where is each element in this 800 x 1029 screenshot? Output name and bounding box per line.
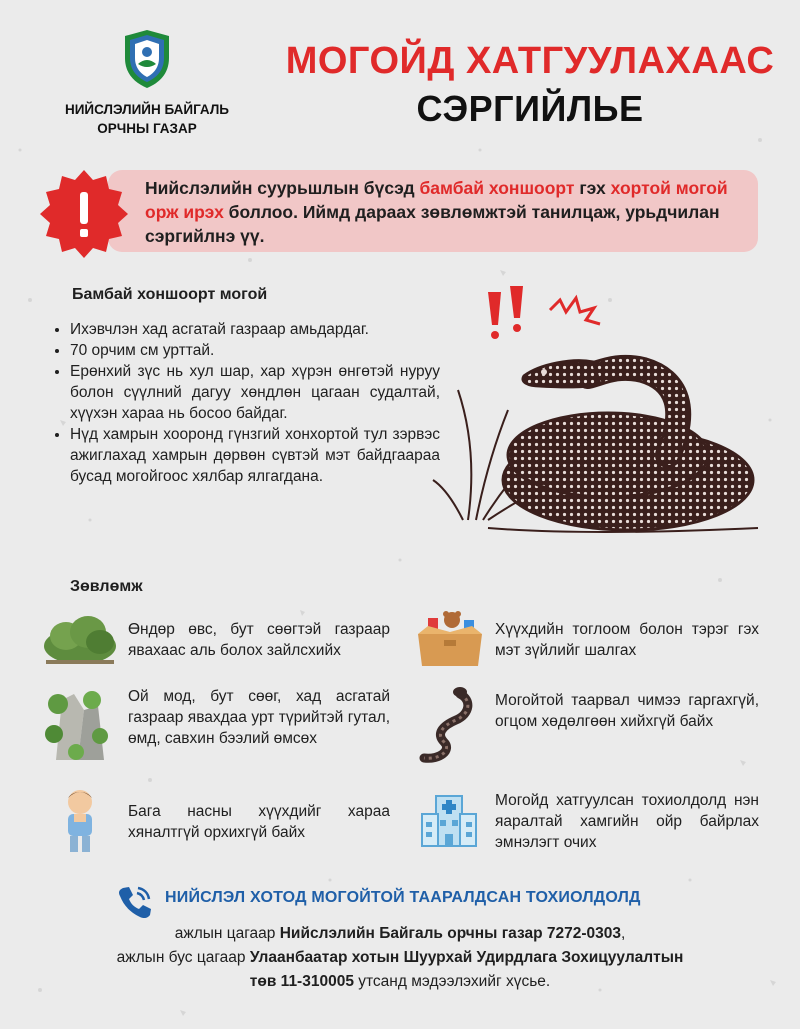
list-item: • Ихэвчлэн хад асгатай газраар амьдардаг. xyxy=(70,319,440,340)
tip-text: Бага насны хүүхдийг хараа хяналтгүй орхихгүй байх xyxy=(128,803,390,841)
viper-illustration-icon xyxy=(428,280,768,550)
hotline-heading: НИЙСЛЭЛ ХОТОД МОГОЙТОЙ ТААРАЛДСАН ТОХИОЛДОЛД xyxy=(165,889,641,906)
page-title-line2: СЭРГИЙЛЬЕ xyxy=(416,88,644,129)
rocky-forest-icon xyxy=(44,690,110,762)
list-item: • 70 орчим см урттай. xyxy=(70,340,440,361)
alert-message: Нийслэлийн суурьшлын бүсэд бамбай хоншоорт гэх хортой могой орж ирэх боллоо. Иймд дараах зөвлөмжтэй танилцаж, урьдчилан сэргийлнэ үү. xyxy=(145,178,728,246)
list-item: • Нүд хамрын хооронд гүнзгий хонхортой тул зэрвэс ажиглахад хамрын дөрвөн сүвтэй мэт байдгаараа бусад могойгоос хялбар ялгагдана. xyxy=(70,424,440,487)
list-item: • Ерөнхий зүс нь хул шар, хар хүрэн өнгөтэй нуруу болон сүүлний дагуу хөндлөн цагаан судалтай, хүүхэн хараа нь босоо байдаг. xyxy=(70,361,440,424)
page-title-line1: МОГОЙД ХАТГУУЛАХААС xyxy=(285,40,775,82)
warning-exclamation-icon xyxy=(38,168,130,260)
org-name: НИЙСЛЭЛИЙН БАЙГАЛЬ ОРЧНЫ ГАЗАР xyxy=(64,102,230,136)
tips-title: Зөвлөмж xyxy=(70,578,143,595)
contact-info: ажлын цагаар Нийслэлийн Байгаль орчны газар 7272-0303, ажлын бус цагаар Улаанбаатар хотын Шуурхай Удирдлага Зохицуулалтын төв 11-310005 утсанд мэдээлэхийг хүсье. xyxy=(116,925,684,990)
tip-text: Хүүхдийн тоглоом болон тэрэг гэх мэт зүйлийг шалгах xyxy=(495,621,759,659)
bush-icon xyxy=(42,612,118,666)
toy-box-icon xyxy=(414,608,486,670)
tip-text: Ой мод, бут сөөг, хад асгатай газраар явахдаа урт түрийтэй гутал, өмд, савхин бээлий өмсөх xyxy=(128,688,390,747)
org-logo-block xyxy=(52,28,242,138)
snake-icon xyxy=(416,686,476,766)
tip-text: Өндөр өвс, бут сөөгтэй газраар явахаас аль болох зайлсхийх xyxy=(128,621,390,659)
tip-text: Могойтой таарвал чимээ гаргахгүй, огцом хөдөлгөөн хийхгүй байх xyxy=(495,692,759,730)
shield-logo-icon xyxy=(121,28,173,90)
phone-icon xyxy=(114,882,154,922)
snake-facts-list xyxy=(52,319,440,487)
tip-text: Могойд хатгуулсан тохиолдолд нэн яаралтай хамгийн ойр байрлах эмнэлэгт очих xyxy=(495,792,759,851)
snake-section-title: Бамбай хоншоорт могой xyxy=(72,286,268,303)
child-icon xyxy=(60,788,100,856)
hospital-icon xyxy=(418,790,480,850)
